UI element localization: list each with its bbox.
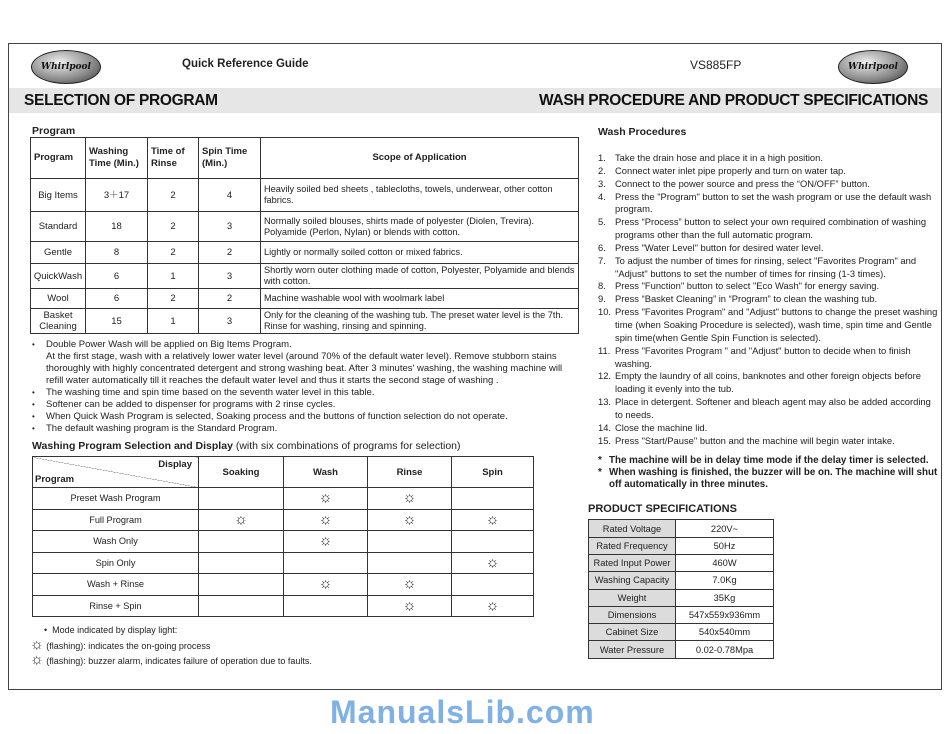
step-number: 12.	[598, 370, 612, 382]
table-cell: 3	[199, 309, 261, 334]
display-cell	[452, 574, 534, 596]
light-icon: ☼	[402, 575, 417, 593]
step-number: 4.	[598, 190, 606, 202]
display-cell	[284, 509, 368, 531]
step-number: 8.	[598, 280, 606, 292]
light-icon: ☼	[318, 510, 333, 528]
scope-cell: Heavily soiled bed sheets , tablecloths, towels, underwear, other cotton fabrics.	[261, 179, 579, 212]
light-icon: ☼	[30, 651, 44, 668]
spec-label: Cabinet Size	[589, 624, 676, 641]
spec-row	[589, 606, 774, 623]
legend-intro-text: Mode indicated by display light:	[52, 625, 178, 635]
display-cell	[368, 552, 452, 574]
scope-cell: Shortly worn outer clothing made of cotton, Polyester, Polyamide and blends with cotton.	[261, 264, 579, 289]
display-cell	[284, 552, 368, 574]
procedure-step	[598, 396, 938, 422]
col-header: Rinse	[368, 457, 452, 488]
table-cell: 3	[199, 212, 261, 242]
procedure-step	[598, 435, 938, 448]
table-cell: Wool	[31, 289, 86, 309]
procedure-step	[598, 422, 938, 435]
right-section-title: WASH PROCEDURE AND PRODUCT SPECIFICATIONS	[539, 92, 928, 109]
model-number: VS885FP	[690, 58, 742, 72]
display-table	[32, 456, 534, 617]
remark-text: When washing is finished, the buzzer will be on. The machine will shut off automatically in three minutes.	[609, 467, 938, 491]
program-name: Preset Wash Program	[33, 488, 199, 510]
logo-text: Whirlpool	[848, 62, 898, 72]
display-cell	[452, 509, 534, 531]
table-cell: 4	[199, 179, 261, 212]
remark	[598, 467, 938, 491]
display-cell	[199, 488, 284, 510]
spec-value: 35Kg	[676, 589, 774, 606]
spec-label: Rated Input Power	[589, 555, 676, 572]
right-content	[588, 126, 938, 659]
light-icon: ☼	[485, 596, 500, 614]
procedure-step	[598, 306, 938, 345]
logo-text: Whirlpool	[41, 62, 91, 72]
table-row	[31, 179, 579, 212]
col-header: Soaking	[199, 457, 284, 488]
display-section-heading	[32, 440, 580, 452]
corner-cell	[33, 457, 199, 488]
light-icon: ☼	[402, 596, 417, 614]
table-row	[31, 264, 579, 289]
specs-title: PRODUCT SPECIFICATIONS	[588, 503, 737, 516]
procedure-step	[598, 370, 938, 396]
step-text: Close the machine lid.	[615, 421, 708, 433]
step-text: Press "Favorites Program " and "Adjust" button to decide when to finish washing.	[615, 344, 911, 369]
table-cell: 2	[148, 289, 199, 309]
procedure-step	[598, 152, 938, 165]
step-text: Press "Function" button to select "Eco Wash" for energy saving.	[615, 280, 880, 292]
whirlpool-logo-right	[838, 50, 908, 84]
spec-label: Rated Voltage	[589, 520, 676, 537]
table-cell: QuickWash	[31, 264, 86, 289]
spec-label: Weight	[589, 589, 676, 606]
spec-row	[589, 537, 774, 554]
col-header: Program	[31, 138, 86, 179]
remarks	[598, 455, 938, 491]
corner-top-label: Display	[158, 459, 192, 470]
legend-intro: • Mode indicated by display light:	[44, 625, 178, 635]
whirlpool-logo-left	[31, 50, 101, 84]
procedure-step	[598, 191, 938, 217]
step-number: 14.	[598, 421, 612, 433]
table-row	[31, 242, 579, 264]
step-text: Press “Process” button to select your own required combination of washing programs other than the full automatic program.	[615, 216, 927, 241]
scope-cell: Machine washable wool with woolmark label	[261, 289, 579, 309]
light-icon: ☼	[402, 489, 417, 507]
table-cell: 2	[199, 242, 261, 264]
table-row	[31, 289, 579, 309]
display-table-header	[33, 457, 534, 488]
spec-value: 540x540mm	[676, 624, 774, 641]
light-icon: ☼	[485, 553, 500, 571]
display-cell	[452, 552, 534, 574]
spec-row	[589, 520, 774, 537]
spec-row	[589, 572, 774, 589]
display-cell	[284, 595, 368, 617]
display-cell	[199, 552, 284, 574]
step-number: 3.	[598, 177, 606, 189]
spec-value: 220V~	[676, 520, 774, 537]
table-cell: 1	[148, 264, 199, 289]
display-title: Washing Program Selection and Display	[32, 440, 233, 452]
light-icon: ☼	[30, 635, 44, 653]
step-text: Place in detergent. Softener and bleach agent may also be added according to needs.	[615, 396, 931, 420]
light-icon: ☼	[234, 510, 248, 528]
spec-value: 547x559x936mm	[676, 606, 774, 623]
step-text: Press the "Program" button to set the wash program or use the default wash program.	[615, 190, 932, 215]
table-row	[33, 595, 534, 617]
wash-procedure-list	[598, 152, 938, 447]
legend-item	[30, 635, 580, 655]
col-header: Washing Time (Min.)	[86, 138, 148, 179]
table-row	[33, 574, 534, 596]
legend-item	[30, 651, 580, 670]
step-text: Press "Start/Pause" button and the machine will begin water intake.	[615, 434, 895, 446]
scope-cell: Normally soiled blouses, shirts made of polyester (Diolen, Trevira). Polyamide (Perlon, Nylan) or blends with cotton.	[261, 212, 579, 242]
light-icon: ☼	[402, 510, 417, 528]
spec-row	[589, 555, 774, 572]
procedure-step	[598, 345, 938, 371]
display-cell	[368, 509, 452, 531]
display-cell	[284, 574, 368, 596]
step-text: Empty the laundry of all coins, banknotes and other foreign objects before loading it evenly into the tub.	[615, 370, 921, 395]
step-text: Take the drain hose and place it in a high position.	[615, 152, 823, 163]
step-text: Press "Favorites Program" and "Adjust" buttons to change the preset washing time (when Soaking Procedure is selected), wash time, spin time and Gentle spin time(when Gentle Spin Function is selected).	[615, 306, 938, 343]
procedure-step	[598, 216, 938, 242]
step-text: Connect to the power source and press the “ON/OFF” button.	[615, 177, 870, 189]
table-cell: 2	[148, 242, 199, 264]
display-legend	[32, 623, 580, 670]
light-icon: ☼	[318, 575, 333, 593]
spec-label: Rated Frequency	[589, 537, 676, 554]
spec-row	[589, 641, 774, 658]
spec-value: 460W	[676, 555, 774, 572]
table-cell: 6	[86, 264, 148, 289]
procedure-step	[598, 293, 938, 306]
watermark: ManualsLib.com	[330, 694, 595, 730]
step-number: 2.	[598, 164, 606, 176]
scope-cell: Only for the cleaning of the washing tub. The preset water level is the 7th. Rinse for washing, rinsing and spinning.	[261, 309, 579, 334]
program-name: Rinse + Spin	[33, 595, 199, 617]
step-text: Press "Water Level" button for desired water level.	[615, 241, 824, 253]
asterisk: *	[598, 455, 602, 467]
table-row	[31, 309, 579, 334]
table-row	[33, 509, 534, 531]
col-header: Spin	[452, 457, 534, 488]
program-caption: Program	[32, 125, 76, 137]
step-number: 6.	[598, 241, 606, 253]
program-table-header	[31, 138, 579, 179]
note-item: • The default washing program is the Standard Program.	[32, 423, 580, 435]
table-cell: 6	[86, 289, 148, 309]
program-notes	[32, 339, 580, 435]
display-subtitle: (with six combinations of programs for selection)	[232, 440, 461, 452]
guide-title: Quick Reference Guide	[182, 58, 309, 70]
display-cell	[199, 531, 284, 553]
col-header: Scope of Application	[261, 138, 579, 179]
display-cell	[368, 574, 452, 596]
col-header: Wash	[284, 457, 368, 488]
spec-label: Water Pressure	[589, 641, 676, 658]
table-row	[31, 212, 579, 242]
remark-text: The machine will be in delay time mode if the delay timer is selected.	[609, 455, 929, 467]
table-cell: 15	[86, 309, 148, 334]
spec-row	[589, 589, 774, 606]
table-row	[33, 552, 534, 574]
corner-bottom-label: Program	[35, 474, 75, 485]
table-cell: Basket Cleaning	[31, 309, 86, 334]
procedure-step	[598, 280, 938, 293]
table-cell: 2	[199, 289, 261, 309]
scope-cell: Lightly or normally soiled cotton or mixed fabrics.	[261, 242, 579, 264]
program-name: Wash Only	[33, 531, 199, 553]
table-cell: 2	[148, 179, 199, 212]
step-number: 9.	[598, 293, 606, 305]
procedure-step	[598, 242, 938, 255]
remark	[598, 455, 938, 467]
procedure-step	[598, 178, 938, 191]
table-cell: 1	[148, 309, 199, 334]
display-cell	[284, 531, 368, 553]
note-item: • Softener can be added to dispenser for programs with 2 rinse cycles.	[32, 399, 580, 411]
left-section-title: SELECTION OF PROGRAM	[24, 92, 218, 109]
col-header: Spin Time (Min.)	[199, 138, 261, 179]
step-number: 13.	[598, 396, 612, 408]
note-item: • The washing time and spin time based on the seventh water level in this table.	[32, 387, 580, 399]
note-item: • Double Power Wash will be applied on Big Items Program.	[32, 339, 580, 351]
spec-label: Dimensions	[589, 606, 676, 623]
display-cell	[199, 574, 284, 596]
table-cell: 3	[199, 264, 261, 289]
table-cell: Gentle	[31, 242, 86, 264]
table-cell: 18	[86, 212, 148, 242]
light-icon: ☼	[318, 489, 333, 507]
step-text: Press “Basket Cleaning” in “Program” to clean the washing tub.	[615, 293, 878, 305]
step-number: 7.	[598, 254, 606, 266]
step-number: 15.	[598, 434, 612, 446]
spec-label: Washing Capacity	[589, 572, 676, 589]
specs-table	[588, 519, 774, 658]
legend-text: (flashing): indicates the on-going process	[46, 640, 211, 651]
display-cell	[452, 531, 534, 553]
asterisk: *	[598, 467, 602, 479]
table-cell: 2	[148, 212, 199, 242]
step-text: Connect water inlet pipe properly and turn on water tap.	[615, 164, 846, 176]
table-row	[33, 488, 534, 510]
note-item: • When Quick Wash Program is selected, Soaking process and the buttons of function selection do not operate.	[32, 411, 580, 423]
display-cell	[368, 531, 452, 553]
spec-value: 50Hz	[676, 537, 774, 554]
procedure-step	[598, 165, 938, 178]
step-number: 11.	[598, 344, 611, 356]
program-name: Spin Only	[33, 552, 199, 574]
spec-value: 7.0Kg	[676, 572, 774, 589]
step-number: 1.	[598, 152, 606, 163]
legend-text: (flashing): buzzer alarm, indicates failure of operation due to faults.	[46, 656, 312, 666]
light-icon: ☼	[318, 532, 333, 550]
display-cell	[368, 595, 452, 617]
table-row	[33, 531, 534, 553]
table-cell: Big Items	[31, 179, 86, 212]
program-name: Wash + Rinse	[33, 574, 199, 596]
display-cell	[452, 595, 534, 617]
light-icon: ☼	[485, 510, 500, 528]
procedure-step	[598, 255, 938, 281]
table-cell: 8	[86, 242, 148, 264]
step-number: 10.	[598, 306, 612, 318]
step-number: 5.	[598, 216, 606, 228]
display-cell	[199, 595, 284, 617]
spec-row	[589, 624, 774, 641]
step-text: To adjust the number of times for rinsing, select "Favorites Program" and "Adjust" buttons to set the number of times for rinsing (1-3 times).	[615, 254, 917, 279]
display-cell	[199, 509, 284, 531]
col-header: Time of Rinse	[148, 138, 199, 179]
program-table	[30, 137, 579, 334]
note-item: At the first stage, wash with a relatively lower water level (around 70% of the default water level). Remove stubborn stains thoroughly with highly concentrated detergent and strong washing beat. After 3 minutes' washing, the washing machine will refill water automatically till it reaches the default water level and thus it starts the second stage of washing .	[46, 351, 563, 386]
display-cell	[284, 488, 368, 510]
spec-value: 0.02-0.78Mpa	[676, 641, 774, 658]
program-name: Full Program	[33, 509, 199, 531]
procedures-title: Wash Procedures	[598, 126, 687, 138]
display-cell	[368, 488, 452, 510]
table-cell: Standard	[31, 212, 86, 242]
table-cell: 3＋17	[86, 179, 148, 212]
display-cell	[452, 488, 534, 510]
left-lower-content	[32, 339, 580, 670]
